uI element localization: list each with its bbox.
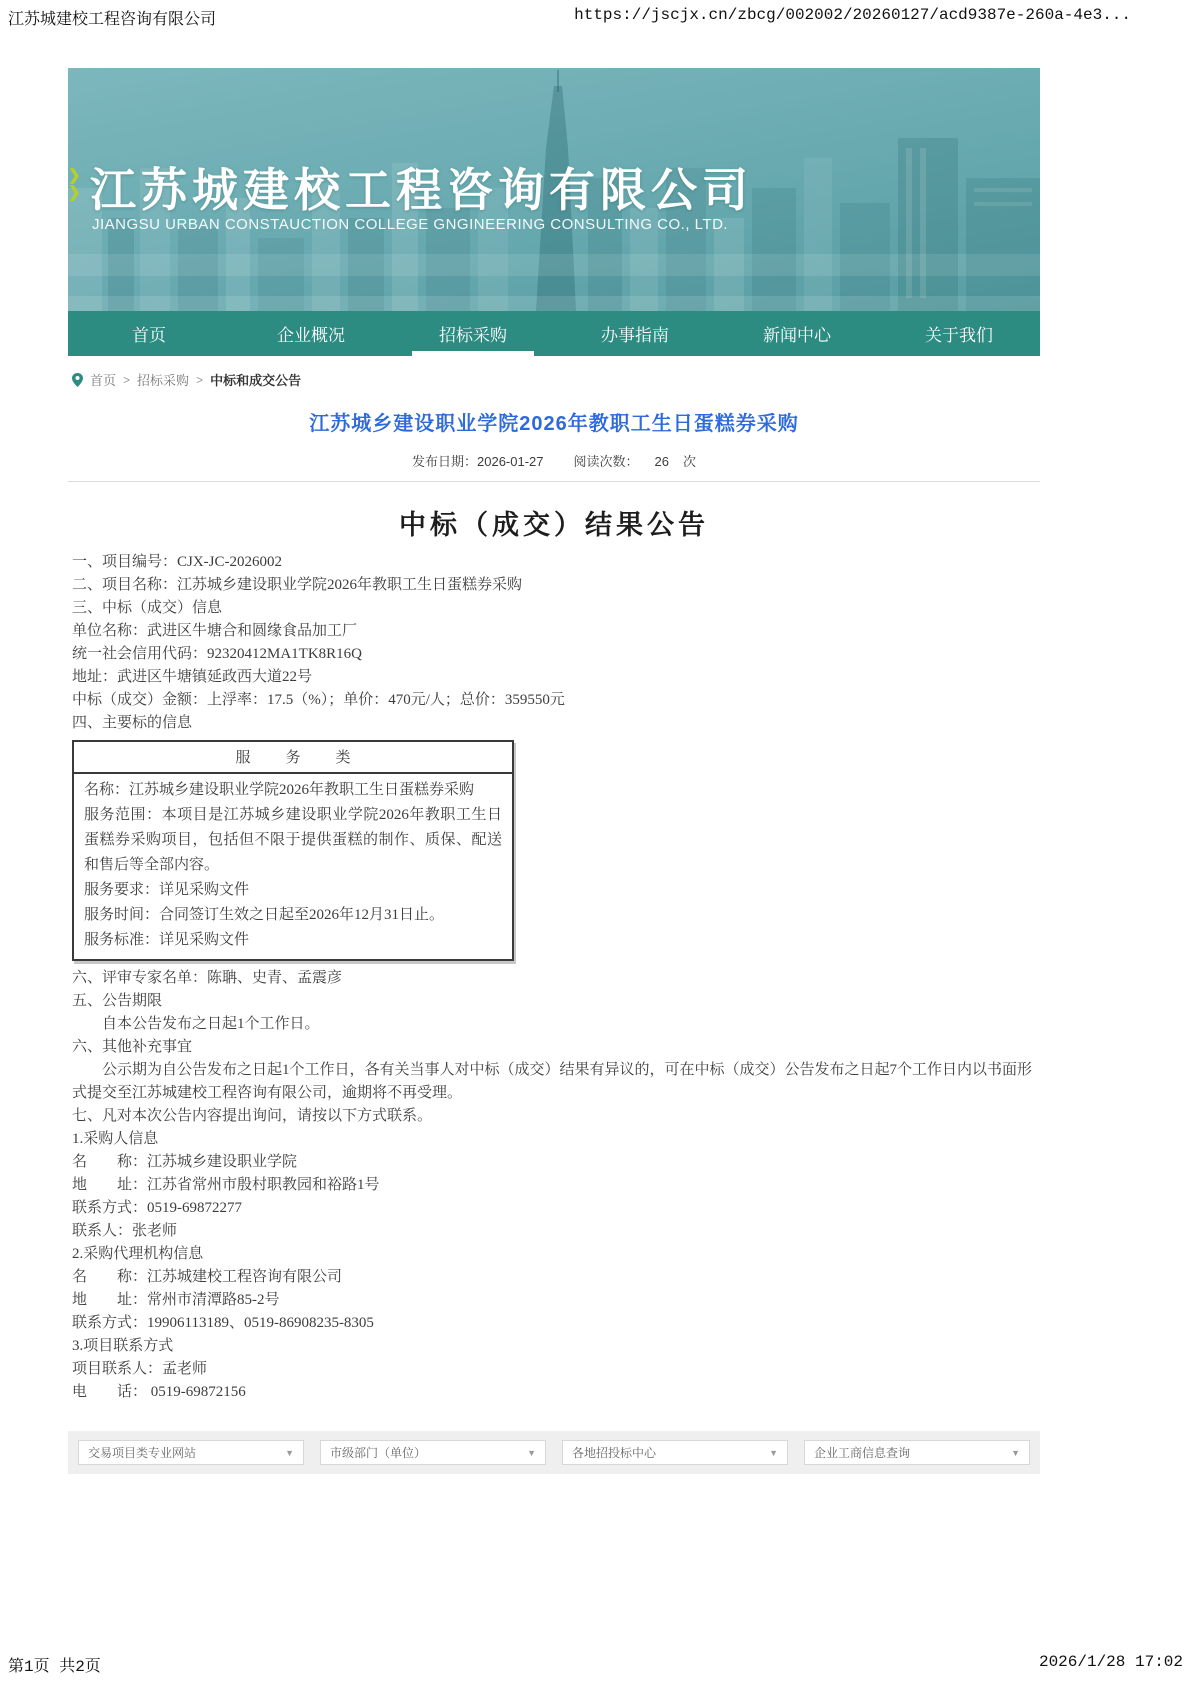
body-line: 地 址：江苏省常州市殷村职教园和裕路1号 <box>72 1177 380 1193</box>
nav-item-bidding-procurement[interactable]: 招标采购 <box>392 311 554 356</box>
select-business-info-query[interactable] <box>804 1440 1030 1465</box>
body-line: 3.项目联系方式 <box>72 1338 174 1354</box>
breadcrumb <box>68 370 1040 389</box>
body-line: 二、项目名称：江苏城乡建设职业学院2026年教职工生日蛋糕券采购 <box>72 577 523 593</box>
chevron-down-icon: ▼ <box>285 1447 294 1458</box>
page-number: 第1页 共2页 <box>8 1658 101 1676</box>
chevron-down-icon: ▼ <box>769 1447 778 1458</box>
body-line: 联系方式：0519-69872277 <box>72 1200 242 1216</box>
table-row: 服务要求：详见采购文件 <box>84 882 250 898</box>
select-label: 市级部门（单位） <box>330 1446 427 1460</box>
webpage-content <box>68 68 1040 1474</box>
company-name-en: JIANGSU URBAN CONSTAUCTION COLLEGE GNGINEERING CONSULTING CO., LTD. <box>92 216 729 233</box>
body-line: 统一社会信用代码：92320412MA1TK8R16Q <box>72 646 363 662</box>
announcement-document <box>68 503 1040 1404</box>
service-info-table <box>72 740 514 961</box>
table-body <box>74 774 512 959</box>
article-meta <box>68 451 1040 470</box>
body-line: 六、评审专家名单：陈聃、史青、孟震彦 <box>72 970 343 986</box>
select-trade-project-sites[interactable] <box>78 1440 304 1465</box>
location-pin-icon <box>72 373 83 387</box>
body-line: 五、公告期限 <box>72 993 163 1009</box>
announcement-heading: 中标（成交）结果公告 <box>399 510 709 540</box>
body-line: 联系人：张老师 <box>72 1223 178 1239</box>
main-nav <box>68 311 1040 356</box>
print-header-title: 江苏城建校工程咨询有限公司 <box>8 11 217 29</box>
body-line: 单位名称：武进区牛塘合和圆缘食品加工厂 <box>72 623 358 639</box>
footer-quicklinks-bar <box>68 1431 1040 1474</box>
select-label: 交易项目类专业网站 <box>88 1446 197 1460</box>
nav-item-service-guide[interactable]: 办事指南 <box>601 326 669 345</box>
body-line: 一、项目编号：CJX-JC-2026002 <box>72 554 283 570</box>
body-line: 地 址：常州市清潭路85-2号 <box>72 1292 280 1308</box>
table-row: 名称：江苏城乡建设职业学院2026年教职工生日蛋糕券采购 <box>84 782 475 798</box>
print-header-url: https://jscjx.cn/zbcg/002002/20260127/acd9387e-260a-4e3... <box>574 6 1131 24</box>
print-datetime: 2026/1/28 17:02 <box>1038 1653 1183 1671</box>
body-line: 2.采购代理机构信息 <box>72 1246 204 1262</box>
nav-item-company-profile[interactable]: 企业概况 <box>277 326 345 345</box>
table-row: 服务标准：详见采购文件 <box>84 932 250 948</box>
read-count-value: 26 <box>654 454 669 469</box>
body-line: 地址：武进区牛塘镇延政西大道22号 <box>72 669 313 685</box>
banner-chevron-icon: ❯ ❯ <box>68 167 81 201</box>
body-line: 名 称：江苏城乡建设职业学院 <box>72 1154 298 1170</box>
select-label: 企业工商信息查询 <box>814 1446 911 1460</box>
chevron-down-icon: ▼ <box>1011 1447 1020 1458</box>
select-label: 各地招投标中心 <box>572 1446 657 1460</box>
body-line: 联系方式：19906113189、0519-86908235-8305 <box>72 1315 374 1331</box>
print-header <box>8 6 1131 29</box>
body-line: 三、中标（成交）信息 <box>72 600 223 616</box>
print-footer <box>8 1653 1183 1676</box>
body-line: 公示期为自公告发布之日起1个工作日，各有关当事人对中标（成交）结果有异议的，可在中标（成交）公告发布之日起7个工作日内以书面形式提交至江苏城建校工程咨询有限公司，逾期将不再受理。 <box>72 1062 1033 1101</box>
publish-date-value: 2026-01-27 <box>477 454 544 469</box>
body-line: 项目联系人：孟老师 <box>72 1361 208 1377</box>
body-line: 四、主要标的信息 <box>72 715 193 731</box>
breadcrumb-bidding[interactable]: 招标采购 <box>137 373 190 388</box>
read-count-label: 阅读次数： <box>573 454 639 469</box>
site-banner <box>68 68 1040 311</box>
breadcrumb-separator: > <box>123 372 131 387</box>
body-line: 1.采购人信息 <box>72 1131 159 1147</box>
table-header-service-type: 服 务 类 <box>74 742 512 774</box>
nav-item-home[interactable]: 首页 <box>132 326 166 345</box>
table-row: 服务时间：合同签订生效之日起至2026年12月31日止。 <box>84 907 445 923</box>
breadcrumb-home[interactable]: 首页 <box>90 373 117 388</box>
body-line: 自本公告发布之日起1个工作日。 <box>72 1016 320 1032</box>
body-line: 六、其他补充事宜 <box>72 1039 193 1055</box>
publish-date-label: 发布日期： <box>411 454 477 469</box>
body-line: 七、凡对本次公告内容提出询问，请按以下方式联系。 <box>72 1108 433 1124</box>
select-regional-bidding-centers[interactable] <box>562 1440 788 1465</box>
breadcrumb-separator: > <box>196 372 204 387</box>
chevron-down-icon: ▼ <box>527 1447 536 1458</box>
nav-item-news-center[interactable]: 新闻中心 <box>763 326 831 345</box>
read-count-unit: 次 <box>682 454 696 469</box>
select-city-departments[interactable] <box>320 1440 546 1465</box>
article-title: 江苏城乡建设职业学院2026年教职工生日蛋糕券采购 <box>309 413 799 435</box>
divider <box>68 481 1040 482</box>
table-row: 服务范围：本项目是江苏城乡建设职业学院2026年教职工生日蛋糕券采购项目，包括但不限于提供蛋糕的制作、质保、配送和售后等全部内容。 <box>84 807 502 873</box>
nav-item-about-us[interactable]: 关于我们 <box>925 326 993 345</box>
body-line: 中标（成交）金额：上浮率：17.5（%）；单价：470元/人；总价：359550元 <box>72 692 565 708</box>
breadcrumb-current: 中标和成交公告 <box>210 373 302 388</box>
body-line: 名 称：江苏城建校工程咨询有限公司 <box>72 1269 343 1285</box>
company-name-cn: 江苏城建校工程咨询有限公司 <box>90 164 753 216</box>
body-line: 电 话： 0519-69872156 <box>72 1384 246 1400</box>
